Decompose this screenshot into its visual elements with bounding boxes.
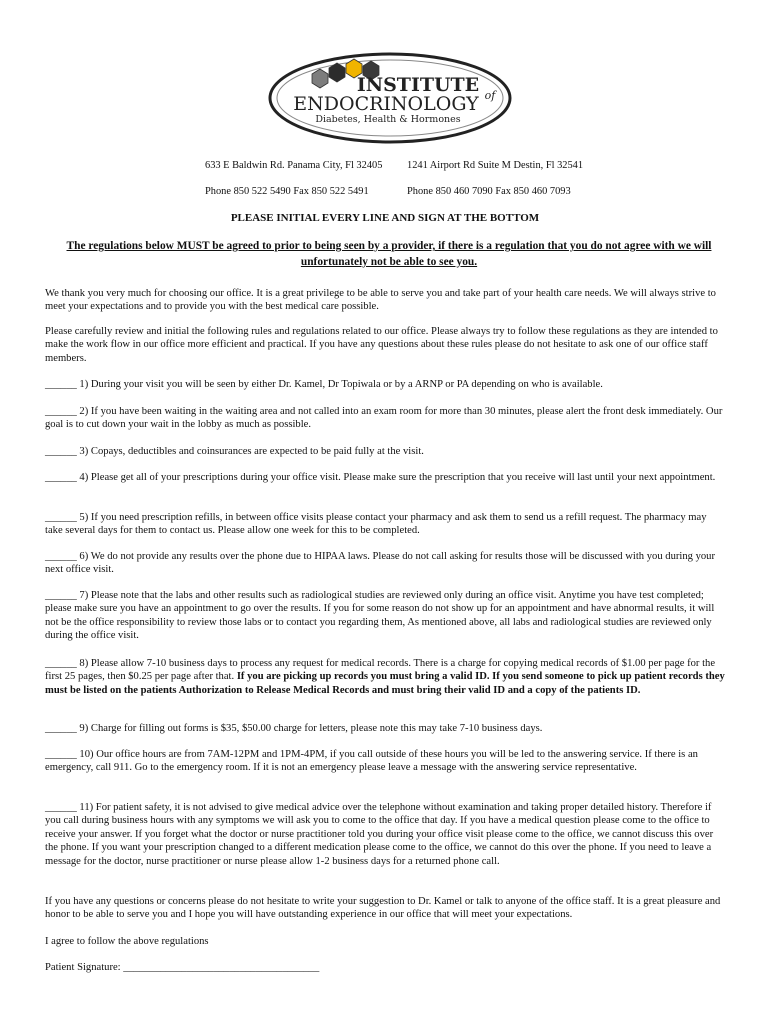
logo-of: of (484, 89, 496, 102)
left-office-address: 633 E Baldwin Rd. Panama City, Fl 32405 (205, 160, 383, 171)
institute-logo (268, 52, 512, 144)
rule-4: ______ 4) Please get all of your prescriptions during your office visit. Please make sure the prescription that you receive will last until your next appointment. (45, 472, 716, 483)
rule-1: ______ 1) During your visit you will be seen by either Dr. Kamel, Dr Topiwala or by a ARNP or PA depending on who is available. (45, 379, 603, 390)
right-office-address: 1241 Airport Rd Suite M Destin, Fl 32541 (407, 160, 584, 171)
rule-3: ______ 3) Copays, deductibles and coinsurances are expected to be paid fully at the visit. (45, 446, 424, 457)
left-office-phone: Phone 850 522 5490 Fax 850 522 5491 (205, 186, 369, 197)
closing-paragraph: If you have any questions or concerns please do not hesitate to write your suggestion to Dr. Kamel or talk to anyone of the office staff. It is a great pleasure and honor to be able to serve you and I hope you will have outstanding experience in our office that will meet your expectations. (45, 896, 721, 921)
logo-line1: INSTITUTE (356, 74, 480, 96)
rule-10: ______ 10) Our office hours are from 7AM-12PM and 1PM-4PM, if you call outside of these hours you will be led to the answering service. If there is an emergency, call 911. Go to the emergency room. If it is not an emergency please leave a message with the answering service representative. (45, 749, 698, 774)
intro-paragraph-1: We thank you very much for choosing our office. It is a great privilege to be able to serve you and take part of your health care needs. We will always strive to meet your expectations and to provide you with the best medical care possible. (45, 288, 716, 313)
logo-line2: ENDOCRINOLOGY (293, 93, 479, 115)
signature-line[interactable]: _____________________________________ (123, 962, 320, 973)
rule-6: ______ 6) We do not provide any results over the phone due to HIPAA laws. Please do not call asking for results those will be discussed with you during your next office visit. (45, 551, 715, 576)
rule-2: ______ 2) If you have been waiting in the waiting area and not called into an exam room for more than 30 minutes, please alert the front desk immediately. Our goal is to cut down your wait in the lobby as much as possible. (45, 406, 723, 431)
agreement-statement: I agree to follow the above regulations (45, 936, 209, 947)
rule-5: ______ 5) If you need prescription refills, in between office visits please contact your pharmacy and ask them to send us a refill request. The pharmacy may take several days for them to contact us. Please allow one week for this to be completed. (45, 512, 707, 537)
regulations-heading: The regulations below MUST be agreed to prior to being seen by a provider, if there is a regulation that you do not agree with we will unfortunately not be able to see you. (66, 240, 712, 268)
logo-tagline: Diabetes, Health & Hormones (315, 114, 461, 125)
signature-row (45, 961, 725, 974)
signature-label: Patient Signature: (45, 962, 121, 973)
rule-7: ______ 7) Please note that the labs and other results such as radiological studies are reviewed only during an office visit. Anytime you have test completed; please make sure you have an appointment to go over the results. If you for some reason do not show up for an appointment and have abnormal results, it will not be the office responsibility to review those labs or to contact you regarding them, As mentioned above, all labs and radiological studies are reviewed only during the office visit. (45, 590, 715, 642)
rule-8-text: ______ 8) Please allow 7-10 business days to process any request for medical records. There is a charge for copying medical records of $1.00 per page for the first 25 pages, then $0.25 per page after that. (45, 658, 716, 683)
intro-paragraph-2: Please carefully review and initial the following rules and regulations related to our office. Please always try to follow these regulations as they are intended to make the work flow in our office more efficient and practical. If you have any questions about these rules please do not hesitate to ask one of our office staff members. (45, 326, 718, 364)
logo-graphic (268, 52, 512, 144)
rule-9: ______ 9) Charge for filling out forms is $35, $50.00 charge for letters, please note this may take 7-10 business days. (45, 723, 543, 734)
rule-8-id-requirement: If you are picking up records you must bring a valid ID. If you send someone to pick up patient records they must be listed on the patients Authorization to Release Medical Records and must bring their valid ID and a copy of the patients ID. (45, 671, 725, 696)
initial-instruction: PLEASE INITIAL EVERY LINE AND SIGN AT THE BOTTOM (230, 212, 540, 224)
rule-11: ______ 11) For patient safety, it is not advised to give medical advice over the telephone without examination and taking proper detailed history. Therefore if you call during business hours with any symptoms we will ask you to come to the office that day. If you have a medical question please come to the office to receive your answer. If you forget what the doctor or nurse practitioner told you during your office visit please come to the office, we cannot discuss this over the phone. If you want your prescription changed to a different medication please come to the office, we cannot do this over the phone. If you need to leave a message for the doctor, nurse practitioner or nurse please allow 1-2 business days for a returned phone call. (45, 802, 714, 867)
right-office-phone: Phone 850 460 7090 Fax 850 460 7093 (407, 186, 571, 197)
rule-8 (45, 657, 725, 697)
